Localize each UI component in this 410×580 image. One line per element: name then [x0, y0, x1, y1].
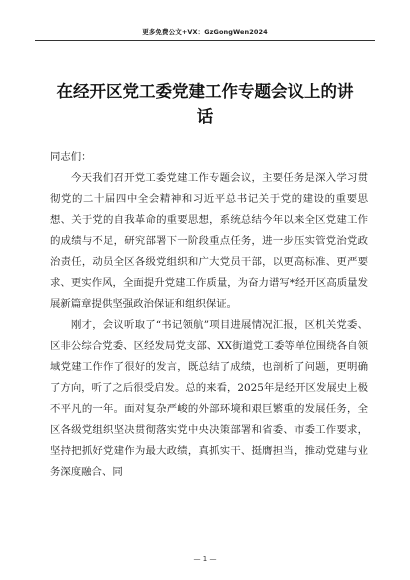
salutation: 同志们： [50, 151, 92, 163]
paragraph: 刚才，会议听取了“书记领航”项目进展情况汇报，区机关党委、区非公综合党委、区经发局党支部、XX街道党工委等单位围绕各自领域党建工作作了很好的发言，既总结了成绩，也剖析了问题，更明确了方向，听了之后很受启发。总的来看，2025年是经开区发展史上极不平凡的一年。面对复杂严峻的外部环境和艰巨繁重的发展任务，全区各级党组织坚决贯彻落实党中央决策部署和省委、市委工作要求，坚持把抓好党建作为最大政绩，真抓实干、挺膺担当，推动党建与业务深度融合、同 [50, 319, 368, 478]
header-note: 更多免费公文+VX：GzGongWen2024 [142, 28, 268, 36]
document-body [50, 147, 368, 483]
paragraph: 今天我们召开党工委党建工作专题会议，主要任务是深入学习贯彻党的二十届四中全会精神和习近平总书记关于党的建设的重要思想、关于党的自我革命的重要思想，系统总结今年以来全区党建工作的成绩与不足，研究部署下一阶段重点任务，进一步压实管党治党政治责任，动员全区各级党组织和广大党员干部，以更高标准、更严要求、更实作风，全面提升党建工作质量，为奋力谱写*经开区高质量发展新篇章提供坚强政治保证和组织保证。 [50, 172, 368, 310]
document-title: 在经开区党工委党建工作专题会议上的讲话 [56, 82, 354, 126]
page-number: — 1 — [193, 555, 217, 563]
header-divider [35, 40, 375, 41]
